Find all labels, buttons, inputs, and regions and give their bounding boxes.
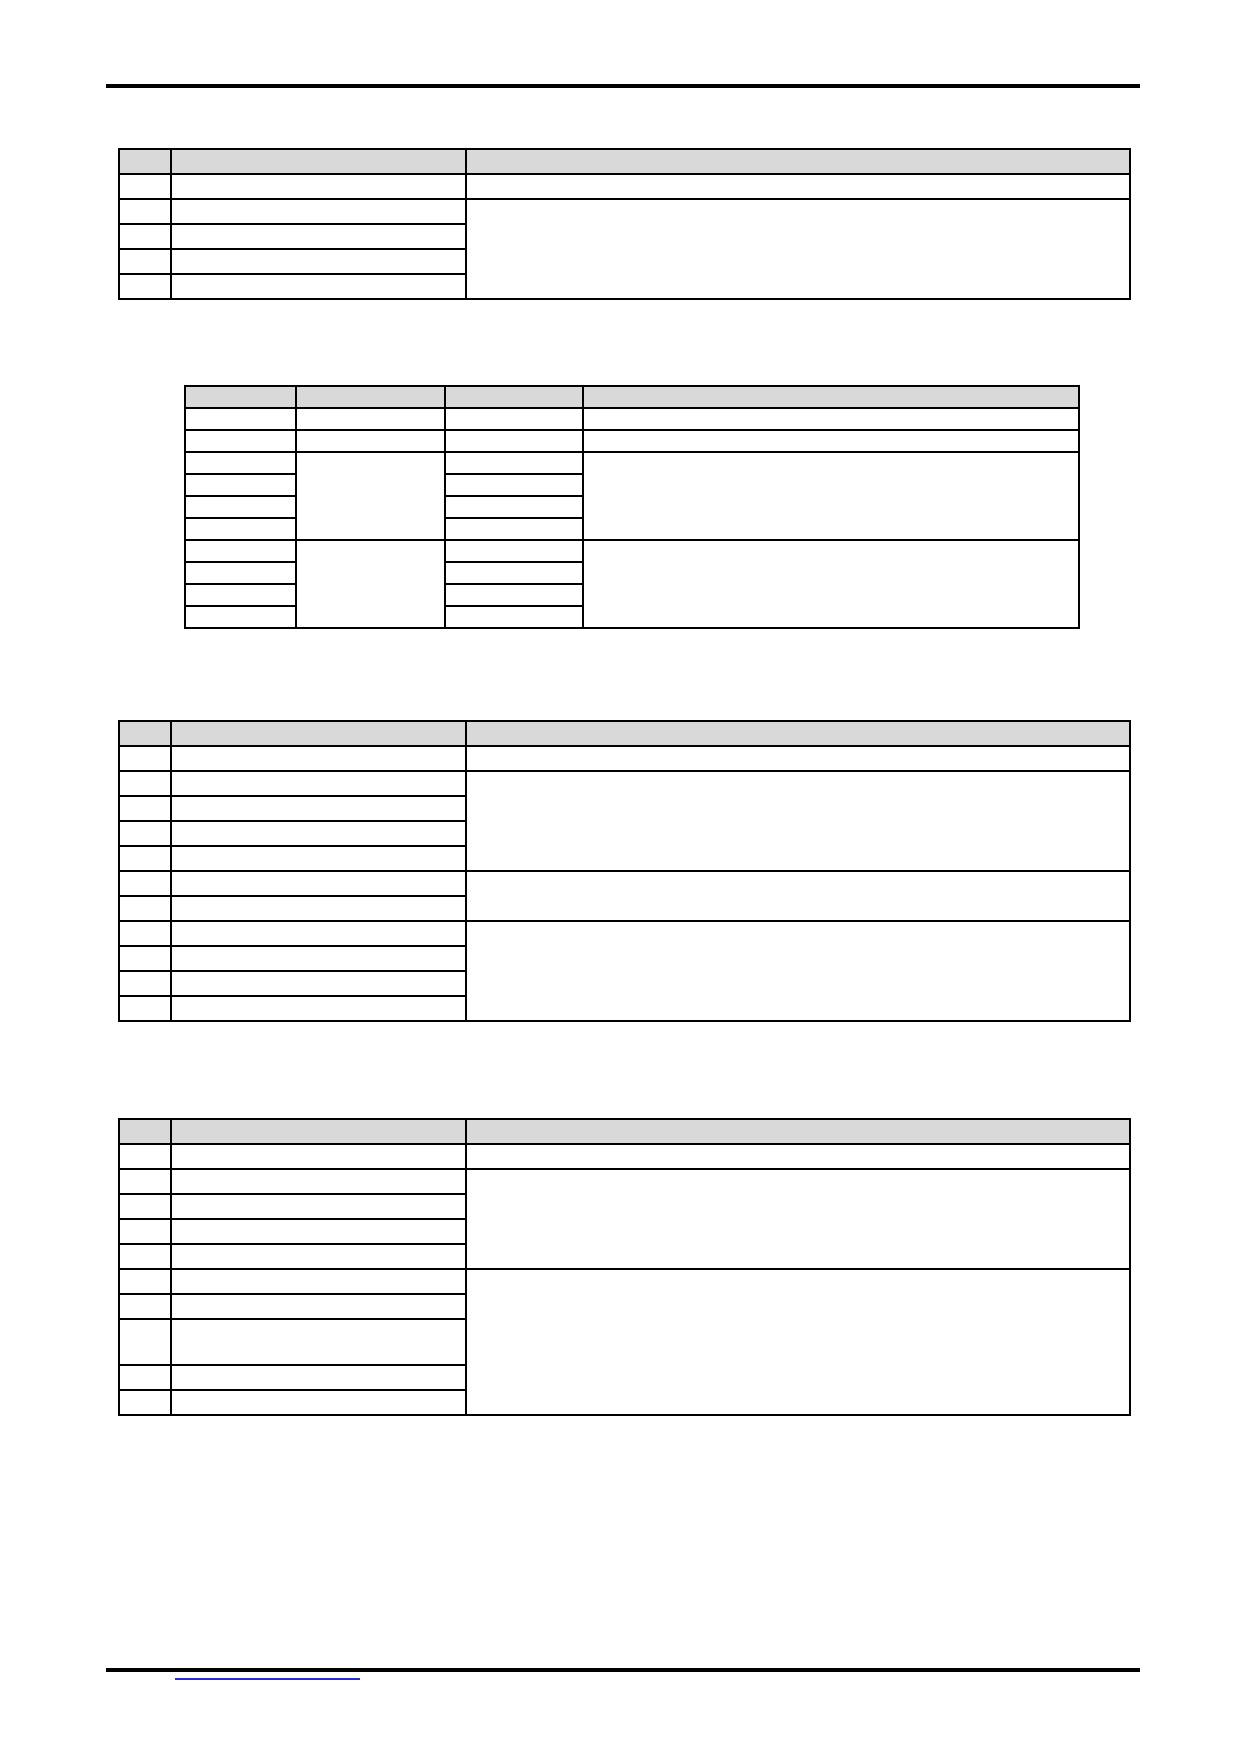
table-row xyxy=(185,430,1079,452)
header-rule xyxy=(106,84,1140,88)
table-row xyxy=(119,174,1130,199)
table-row xyxy=(185,452,1079,474)
table-row xyxy=(119,1144,1130,1169)
table-header-row xyxy=(119,149,1130,174)
table-row xyxy=(185,540,1079,562)
table-3 xyxy=(118,720,1131,1022)
table-header-row xyxy=(185,386,1079,408)
table-row xyxy=(119,1269,1130,1294)
table-row xyxy=(119,199,1130,224)
table-row xyxy=(185,408,1079,430)
table-1 xyxy=(118,148,1131,300)
table-4 xyxy=(118,1118,1131,1416)
table-row xyxy=(119,921,1130,946)
footer-link[interactable] xyxy=(175,1678,360,1680)
table-header-row xyxy=(119,721,1130,746)
table-row xyxy=(119,746,1130,771)
table-row xyxy=(119,1169,1130,1194)
table-header-row xyxy=(119,1119,1130,1144)
table-row xyxy=(119,771,1130,796)
footer-rule xyxy=(106,1668,1140,1672)
table-2 xyxy=(184,385,1080,629)
table-row xyxy=(119,871,1130,896)
